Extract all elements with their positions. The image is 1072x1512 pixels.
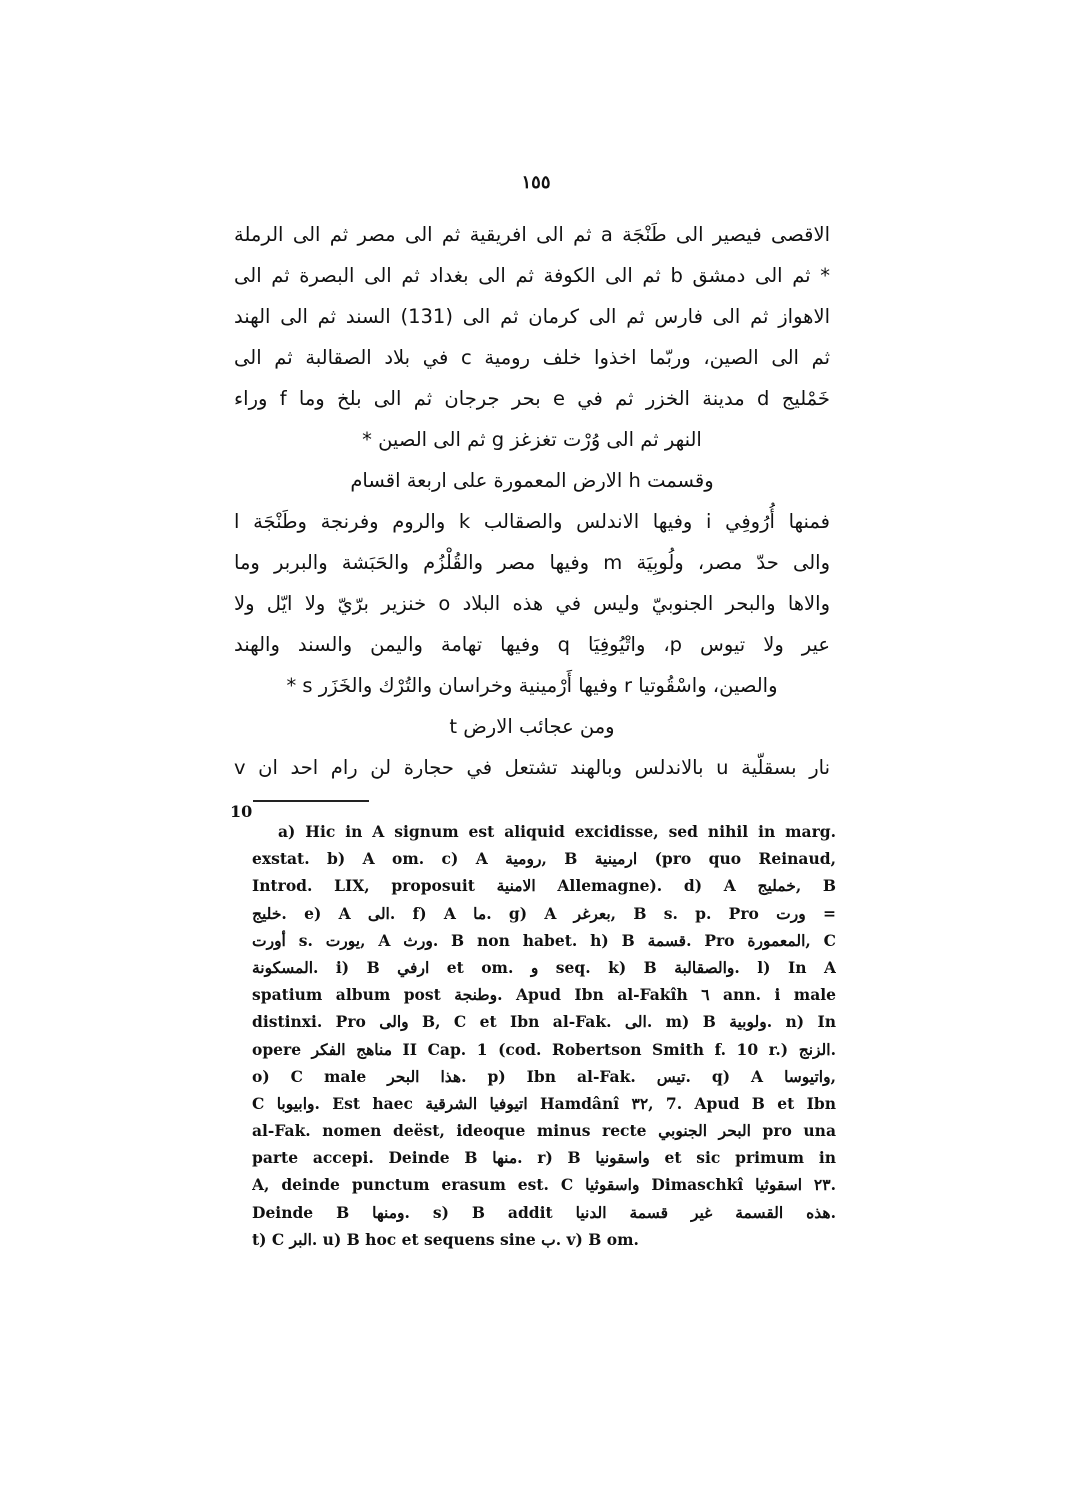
footnote-line: Deinde B ومنها. s) B addit هذه القسمة غير قسمة الدنيا.: [252, 1202, 836, 1222]
section-heading: وقسمت h الارض المعمورة على اربعة اقسام: [350, 469, 714, 492]
margin-line-number: 10: [230, 802, 253, 821]
text-line: الاقصى فيصير الى طَنْجَة a ثم الى افريقية ثم الى مصر ثم الى الرملة: [234, 223, 830, 246]
footnote-line: a) Hic in A signum est aliquid excidisse, sed nihil in marg.: [278, 822, 836, 841]
text-line: خَمْليج d مدينة الخزر ثم في e بحر جرجان ثم الى بلخ وما f وراء: [234, 387, 830, 410]
text-line: والى حدّ مصر، ولُوبِيَة m وفيها مصر والقُلْزُم والحَبَشة والبربر وما: [234, 551, 830, 574]
text-line: * ثم الى دمشق b ثم الى الكوفة ثم الى بغداد ثم الى البصرة ثم الى: [234, 264, 830, 287]
footnotes: [252, 818, 836, 1253]
footnote-line: A, deinde punctum erasum est. C واسقوثيا Dimaschkî ٢٣ اسقوثيا.: [252, 1175, 836, 1195]
footnote-line: C وابيوبا. Est haec اتيوفيا الشرقية Hamdânî ٣٢, 7. Apud B et Ibn: [252, 1093, 836, 1113]
footnote-line: parte accepi. Deinde B منها. r) B واسقونيا et sic primum in: [252, 1148, 836, 1168]
footnote-line: المسكونة. i) B ارفي et om. و seq. k) B والصقالبة. l) In A: [252, 957, 836, 977]
footnote-line: t) C البر. u) B hoc et sequens sine ب. v) B om.: [252, 1229, 639, 1249]
footnote-line: خليج. e) A الى. f) A ما. g) A بعرغر, B s. p. Pro ورت =: [252, 903, 836, 923]
section-heading: ومن عجائب الارض t: [449, 715, 615, 738]
text-line: نار بسقلّية u بالاندلس وبالهند تشتعل في حجارة لن رام احد ان v: [234, 756, 830, 779]
text-line: والاها والبحر الجنوبيّ وليس في هذه البلاد o خنزير برّيّ ولا ايّل ولا: [234, 592, 831, 615]
footnote-line: exstat. b) A om. c) A رومية, B ارمينية (pro quo Reinaud,: [252, 849, 836, 869]
text-line: الاهواز ثم الى فارس ثم الى كرمان ثم الى (131) السند ثم الى الهند: [234, 305, 830, 328]
footnote-line: أورت s. يورت, A ورث. B non habet. h) B قسمة. Pro المعمورة, C: [252, 930, 836, 950]
footnote-line: Introd. LIX, proposuit الامنية Allemagne). d) A خمليج, B: [252, 876, 836, 896]
text-line: النهر ثم الى وُرْت تغزغز g ثم الى الصين *: [362, 428, 702, 451]
page-number: ١٥٥: [521, 172, 551, 193]
text-line: والصين، واسْقُوتيا r وفيها أَرْمينية وخراسان والتُرْك والخَزَر s *: [286, 674, 778, 697]
text-line: فمنها أُرُوفِي i وفيها الاندلس والصقالب k والروم وفرنجة وطَنْجَة l: [234, 510, 830, 533]
footnote-line: spatium album post وطنجة. Apud Ibn al-Fakîh ٦ ann. i male: [252, 985, 836, 1005]
text-line: ثم الى الصين، وربّما اخذوا خلف رومية c في بلاد الصقالبة ثم الى: [234, 346, 830, 369]
footnote-line: o) C male هذا البحر. p) Ibn al-Fak. تيس. q) A واتيوسا,: [252, 1066, 836, 1086]
footnote-line: al-Fak. nomen deëst, ideoque minus recte البحر الجنوبي pro una: [252, 1121, 836, 1141]
footnote-line: opere مناهج الفكر II Cap. 1 (cod. Robertson Smith f. 10 r.) الزنج.: [252, 1039, 836, 1059]
footnote-rule: [253, 800, 369, 802]
main-text: [230, 214, 831, 821]
footnote-line: distinxi. Pro والى B, C et Ibn al-Fak. الى. m) B ولوبية. n) In: [252, 1012, 836, 1032]
text-line: عير ولا تيوس p، واتْيُوفِيَا q وفيها تهامة واليمن والسند والهند: [234, 633, 830, 656]
